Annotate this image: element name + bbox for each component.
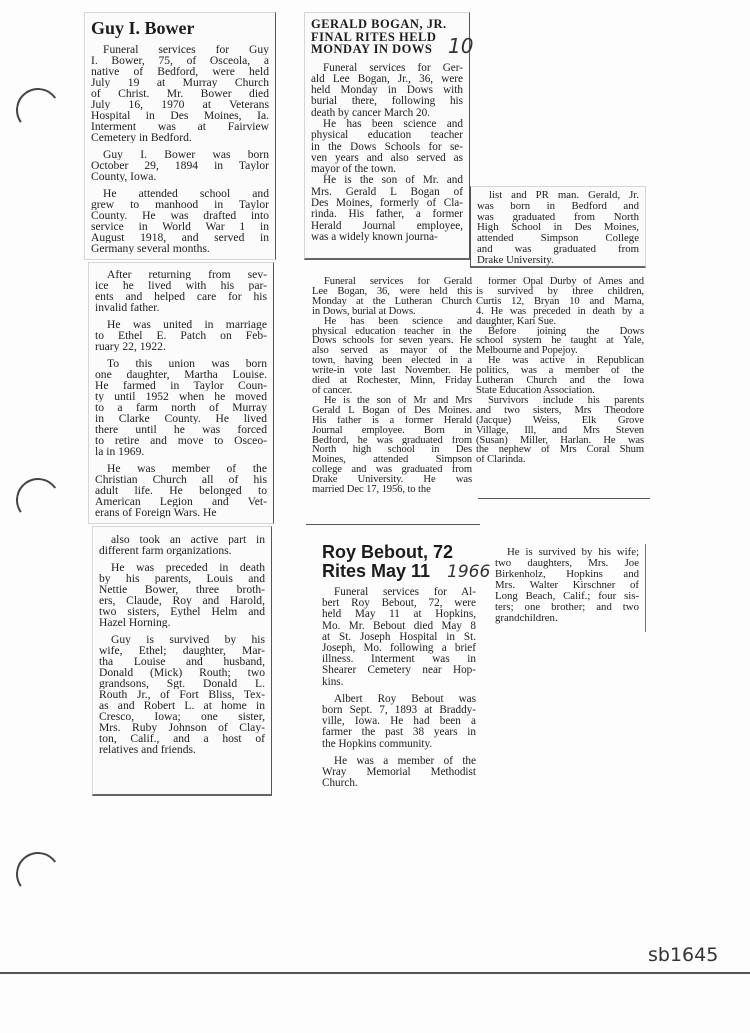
- text-line: Routh Jr., of Fort Bliss, Tex-: [99, 689, 265, 700]
- text-line: He is the son of Mr and Mrs: [324, 395, 472, 406]
- paragraph: [312, 396, 472, 495]
- text-line: Funeral services for Guy: [103, 44, 269, 55]
- text-line: held Monday in Dows with: [311, 85, 463, 97]
- headline-line: Roy Bebout, 72: [322, 542, 454, 562]
- text-line: Guy is survived by his: [111, 634, 265, 645]
- text-line: grandsons, Sgt. Donald L.: [99, 678, 265, 689]
- text-line: Hospital in Des Moines, Ia.: [91, 110, 269, 121]
- text-line: farmer the past 38 years in: [322, 727, 476, 739]
- text-line: He farmed in Taylor Coun-: [95, 380, 267, 391]
- paragraph: [99, 534, 265, 556]
- text-line: ents and helped care for his: [95, 291, 267, 302]
- paragraph: [322, 756, 476, 790]
- text-line: Christian Church all of his: [95, 474, 267, 485]
- text-line: illness. Interment was in: [322, 654, 476, 666]
- text-line: was born in Bedford and: [477, 200, 639, 212]
- text-line: there until he was forced: [95, 424, 267, 435]
- text-line: Nettie Bower, three broth-: [99, 584, 265, 595]
- text-line: and was graduated from: [477, 243, 639, 255]
- text-line: to Ethel E. Patch on Feb-: [95, 330, 267, 341]
- text-line: Germany several months.: [91, 243, 210, 254]
- text-line: by his parents, Louis and: [99, 573, 265, 584]
- text-line: High School in Des Moines,: [477, 222, 639, 234]
- punch-hole: [13, 85, 64, 136]
- text-line: married Dec 17, 1956, to the: [312, 485, 431, 495]
- text-line: of cancer.: [312, 385, 353, 396]
- text-line: He has been science and: [324, 316, 472, 327]
- text-line: He was a member of the: [334, 755, 476, 767]
- text-line: grew to manhood in Taylor: [91, 199, 269, 210]
- text-line: born Sept. 7, 1893 at Braddy-: [322, 705, 476, 717]
- text-line: erans of Foreign Wars. He: [95, 507, 217, 518]
- text-line: as and Robert L. at home in: [99, 700, 265, 711]
- obituary-title: Guy I. Bower: [91, 18, 195, 38]
- text-line: two sisters, Eythel Helm and: [99, 606, 265, 617]
- paragraph: [91, 188, 269, 254]
- text-line: (Susan) Miller, Harlan. He was: [476, 435, 644, 446]
- text-line: Dows schools for seven years. He: [312, 336, 472, 347]
- headline-line: FINAL RITES HELD: [311, 29, 437, 44]
- text-line: physical education teacher in the: [312, 326, 472, 337]
- text-line: tha Louise and husband,: [99, 656, 265, 667]
- text-line: To this union was born: [107, 358, 267, 369]
- text-line: also took an active part in: [111, 534, 265, 545]
- text-line: Long Beach, Calif.; four sis-: [495, 591, 639, 602]
- text-line: wife, Ethel; daughter, Mar-: [99, 645, 265, 656]
- text-line: ty until 1952 when he moved: [95, 391, 267, 402]
- text-line: Donald (Mick) Routh; two: [99, 667, 265, 678]
- headline-line: Rites May 11: [322, 561, 431, 581]
- text-line: is survived by three children,: [476, 286, 644, 297]
- text-line: ters; one brother; and two: [495, 602, 639, 613]
- text-line: Birkenholz, Hopkins and: [495, 569, 639, 580]
- text-line: Village, Ill, and Mrs Steven: [476, 425, 644, 436]
- text-line: one daughter, Martha Louise.: [95, 369, 267, 380]
- paragraph: [99, 634, 265, 755]
- text-line: Herald Journal employee,: [311, 220, 463, 232]
- paragraph: [476, 396, 644, 465]
- text-line: October 29, 1894 in Taylor: [91, 160, 269, 171]
- text-line: Des Moines, formerly of Cla-: [311, 198, 463, 210]
- text-line: school system he taught at Yale,: [476, 336, 644, 347]
- text-line: died at Rochester, Minn, Friday: [312, 376, 472, 386]
- guy-bower-clipping-3: [92, 526, 272, 796]
- text-line: invalid father.: [95, 302, 160, 313]
- text-line: held May 11 at Hopkins,: [322, 609, 476, 621]
- text-line: Cresco, Iowa; one sister,: [99, 711, 265, 722]
- text-line: Mrs. Walter Kirschner of: [495, 580, 639, 591]
- text-line: ers, Claude, Roy and Harold,: [99, 595, 265, 606]
- text-line: July 16, 1970 at Veterans: [91, 99, 269, 110]
- text-line: He was preceded in death: [111, 562, 265, 573]
- text-line: He was member of the: [107, 463, 267, 474]
- gerald-bogan-clipping-1-continued: [470, 186, 646, 268]
- obituary-body: [477, 190, 639, 266]
- text-line: (Jacque) Weiss, Elk Grove: [476, 415, 644, 426]
- text-line: Church.: [322, 778, 358, 790]
- text-line: was graduated from North: [477, 211, 639, 223]
- obituary-body: [322, 587, 476, 789]
- text-line: County, Iowa.: [91, 171, 157, 182]
- obituary-body: [476, 277, 644, 465]
- text-line: He was active in Republican: [488, 356, 644, 367]
- text-line: Journal employee. Born in: [312, 425, 472, 436]
- handwritten-scrapbook-id: sb1645: [648, 944, 719, 966]
- page-bottom-edge: [0, 972, 750, 974]
- text-line: native of Bedford, were held: [91, 66, 269, 77]
- gerald-bogan-clipping-2-col1: [306, 274, 478, 522]
- obituary-headline: [311, 18, 463, 56]
- text-line: Mrs. Ruby Johnson of Clay-: [99, 722, 265, 733]
- text-line: mayor of the town.: [311, 164, 397, 176]
- obituary-body: [495, 547, 639, 624]
- text-line: physical education teacher: [311, 130, 463, 142]
- text-line: adult life. He belonged to: [95, 485, 267, 496]
- text-line: ven years and also served as: [311, 152, 463, 164]
- text-line: in Clarke County. He lived: [95, 413, 267, 424]
- text-line: Funeral services for Gerald: [324, 277, 472, 287]
- text-line: ruary 22, 1922.: [95, 341, 166, 352]
- text-line: County. He was drafted into: [91, 210, 269, 221]
- paragraph: [311, 175, 463, 243]
- text-line: former Opal Durby of Ames and: [488, 277, 644, 287]
- text-line: Curtis 12, Bryan 10 and Marna,: [476, 296, 644, 307]
- text-line: and two sisters, Mrs Theodore: [476, 405, 644, 416]
- text-line: list and PR man. Gerald, Jr.: [489, 190, 639, 201]
- paragraph: [312, 277, 472, 317]
- text-line: to a farm north of Murray: [95, 402, 267, 413]
- text-line: daughter, Kari Sue.: [476, 316, 557, 327]
- paragraph: [322, 694, 476, 750]
- roy-bebout-clipping-continued: [486, 544, 646, 632]
- text-line: Drake University. He was: [312, 475, 472, 486]
- text-line: 4. He was preceded in death by a: [476, 306, 644, 317]
- text-line: relatives and friends.: [99, 744, 196, 755]
- text-line: Melbourne and Popejoy.: [476, 346, 578, 357]
- text-line: rinda. His father, a former: [311, 209, 463, 221]
- text-line: ville, Iowa. He had been a: [322, 716, 476, 728]
- obituary-body: [95, 269, 267, 518]
- paragraph: [476, 356, 644, 396]
- text-line: Lee Bogan, 36, were held this: [312, 286, 472, 297]
- text-line: He attended school and: [103, 188, 269, 199]
- paragraph: [95, 463, 267, 518]
- text-line: Moines, attended Simpson: [312, 455, 472, 466]
- headline-line: GERALD BOGAN, JR.: [311, 17, 447, 31]
- text-line: I. Bower, 75, of Osceola, a: [91, 55, 269, 66]
- text-line: bert Roy Bebout, 72, were: [322, 598, 476, 610]
- guy-bower-clipping-1: [84, 12, 276, 260]
- paragraph: [476, 277, 644, 327]
- text-line: Cemetery in Bedford.: [91, 132, 192, 143]
- text-line: death by cancer March 20.: [311, 107, 430, 119]
- text-line: attended Simpson College: [477, 233, 639, 244]
- text-line: Interment was at Fairview: [91, 121, 269, 132]
- text-line: also served as mayor of the: [312, 346, 472, 357]
- text-line: the Hopkins community.: [322, 738, 433, 750]
- text-line: Lutheran Church and the Iowa: [476, 376, 644, 386]
- text-line: His father is a former Herald: [312, 415, 472, 426]
- text-line: to retire and move to Osceo-: [95, 435, 267, 446]
- gerald-bogan-clipping-1: [304, 12, 470, 260]
- paragraph: [495, 547, 639, 624]
- paragraph: [95, 358, 267, 457]
- text-line: July 19 at Murray Church: [91, 77, 269, 88]
- paragraph: [95, 319, 267, 352]
- gerald-bogan-clipping-2-col2: [470, 274, 650, 496]
- paragraph: [476, 327, 644, 357]
- text-line: college and was graduated from: [312, 465, 472, 476]
- text-line: North high school in Des: [312, 445, 472, 456]
- obituary-body: [312, 277, 472, 495]
- text-line: Before joining the Dows: [488, 326, 644, 337]
- text-line: Mrs. Gerald L Bogan of: [311, 186, 463, 198]
- text-line: Funeral services for Al-: [334, 587, 476, 598]
- paragraph: [477, 190, 639, 266]
- text-line: at St. Joseph Hospital in St.: [322, 631, 476, 643]
- obituary-body: [311, 63, 463, 244]
- paragraph: [312, 317, 472, 396]
- paragraph: [99, 562, 265, 628]
- text-line: Bedford, he was graduated from: [312, 435, 472, 446]
- text-line: August 1918, and served in: [91, 232, 269, 243]
- text-line: grandchildren.: [495, 613, 558, 624]
- text-line: Guy I. Bower was born: [103, 149, 269, 160]
- text-line: Wray Memorial Methodist: [322, 767, 476, 779]
- handwritten-annotation: 10: [448, 34, 474, 58]
- punch-hole: [13, 475, 64, 526]
- divider: [478, 498, 650, 499]
- text-line: la in 1969.: [95, 446, 145, 457]
- text-line: Survivors include his parents: [488, 395, 644, 406]
- text-line: burial there, following his: [311, 96, 463, 108]
- obituary-body: [99, 534, 265, 755]
- text-line: kins.: [322, 676, 344, 688]
- text-line: Funeral services for Ger-: [323, 62, 463, 74]
- paragraph: [91, 149, 269, 182]
- text-line: Drake University.: [477, 254, 554, 266]
- text-line: Albert Roy Bebout was: [334, 693, 476, 705]
- text-line: ald Lee Bogan, Jr., 36, were: [311, 73, 463, 85]
- paragraph: [311, 119, 463, 175]
- obituary-body: [91, 44, 269, 254]
- text-line: After returning from sev-: [107, 269, 267, 280]
- text-line: of Christ. Mr. Bower died: [91, 88, 269, 99]
- text-line: of Clarinda.: [476, 455, 526, 466]
- text-line: Shearer Cemetery near Hop-: [322, 665, 476, 677]
- text-line: American Legion and Vet-: [95, 496, 267, 507]
- text-line: was a widely known journa-: [311, 231, 438, 243]
- text-line: Monday at the Lutheran Church: [312, 296, 472, 307]
- guy-bower-clipping-2: [88, 262, 274, 524]
- text-line: State Education Association.: [476, 385, 595, 396]
- text-line: different farm organizations.: [99, 545, 232, 556]
- text-line: town, having been elected in a: [312, 356, 472, 367]
- text-line: the nephew of Mrs Coral Shum: [476, 445, 644, 456]
- text-line: Joseph, Mo. following a brief: [322, 643, 476, 655]
- divider: [306, 524, 480, 525]
- text-line: politics, was a member of the: [476, 366, 644, 377]
- paragraph: [311, 63, 463, 119]
- text-line: two daughters, Mrs. Joe: [495, 558, 639, 569]
- text-line: ice he lived with his par-: [95, 280, 267, 291]
- paragraph: [95, 269, 267, 313]
- paragraph: [322, 587, 476, 688]
- text-line: He is survived by his wife;: [507, 547, 639, 558]
- text-line: Gerald L Bogan of Des Moines.: [312, 405, 472, 416]
- text-line: ton, Calif., and a host of: [99, 733, 265, 744]
- text-line: write-in vote last November. He: [312, 366, 472, 377]
- paragraph: [91, 44, 269, 143]
- text-line: Hazel Horning.: [99, 617, 171, 628]
- punch-hole: [13, 849, 64, 900]
- text-line: He is the son of Mr. and: [323, 175, 463, 187]
- text-line: He was united in marriage: [107, 319, 267, 330]
- handwritten-annotation: 1966: [447, 562, 491, 582]
- text-line: in the Dows Schools for se-: [311, 141, 463, 153]
- text-line: service in World War 1 in: [91, 221, 269, 232]
- text-line: Mo. Mr. Bebout died May 8: [322, 620, 476, 632]
- text-line: He has been science and: [323, 118, 463, 130]
- text-line: in Dows, burial at Dows.: [312, 306, 416, 317]
- headline-line: MONDAY IN DOWS: [311, 42, 433, 56]
